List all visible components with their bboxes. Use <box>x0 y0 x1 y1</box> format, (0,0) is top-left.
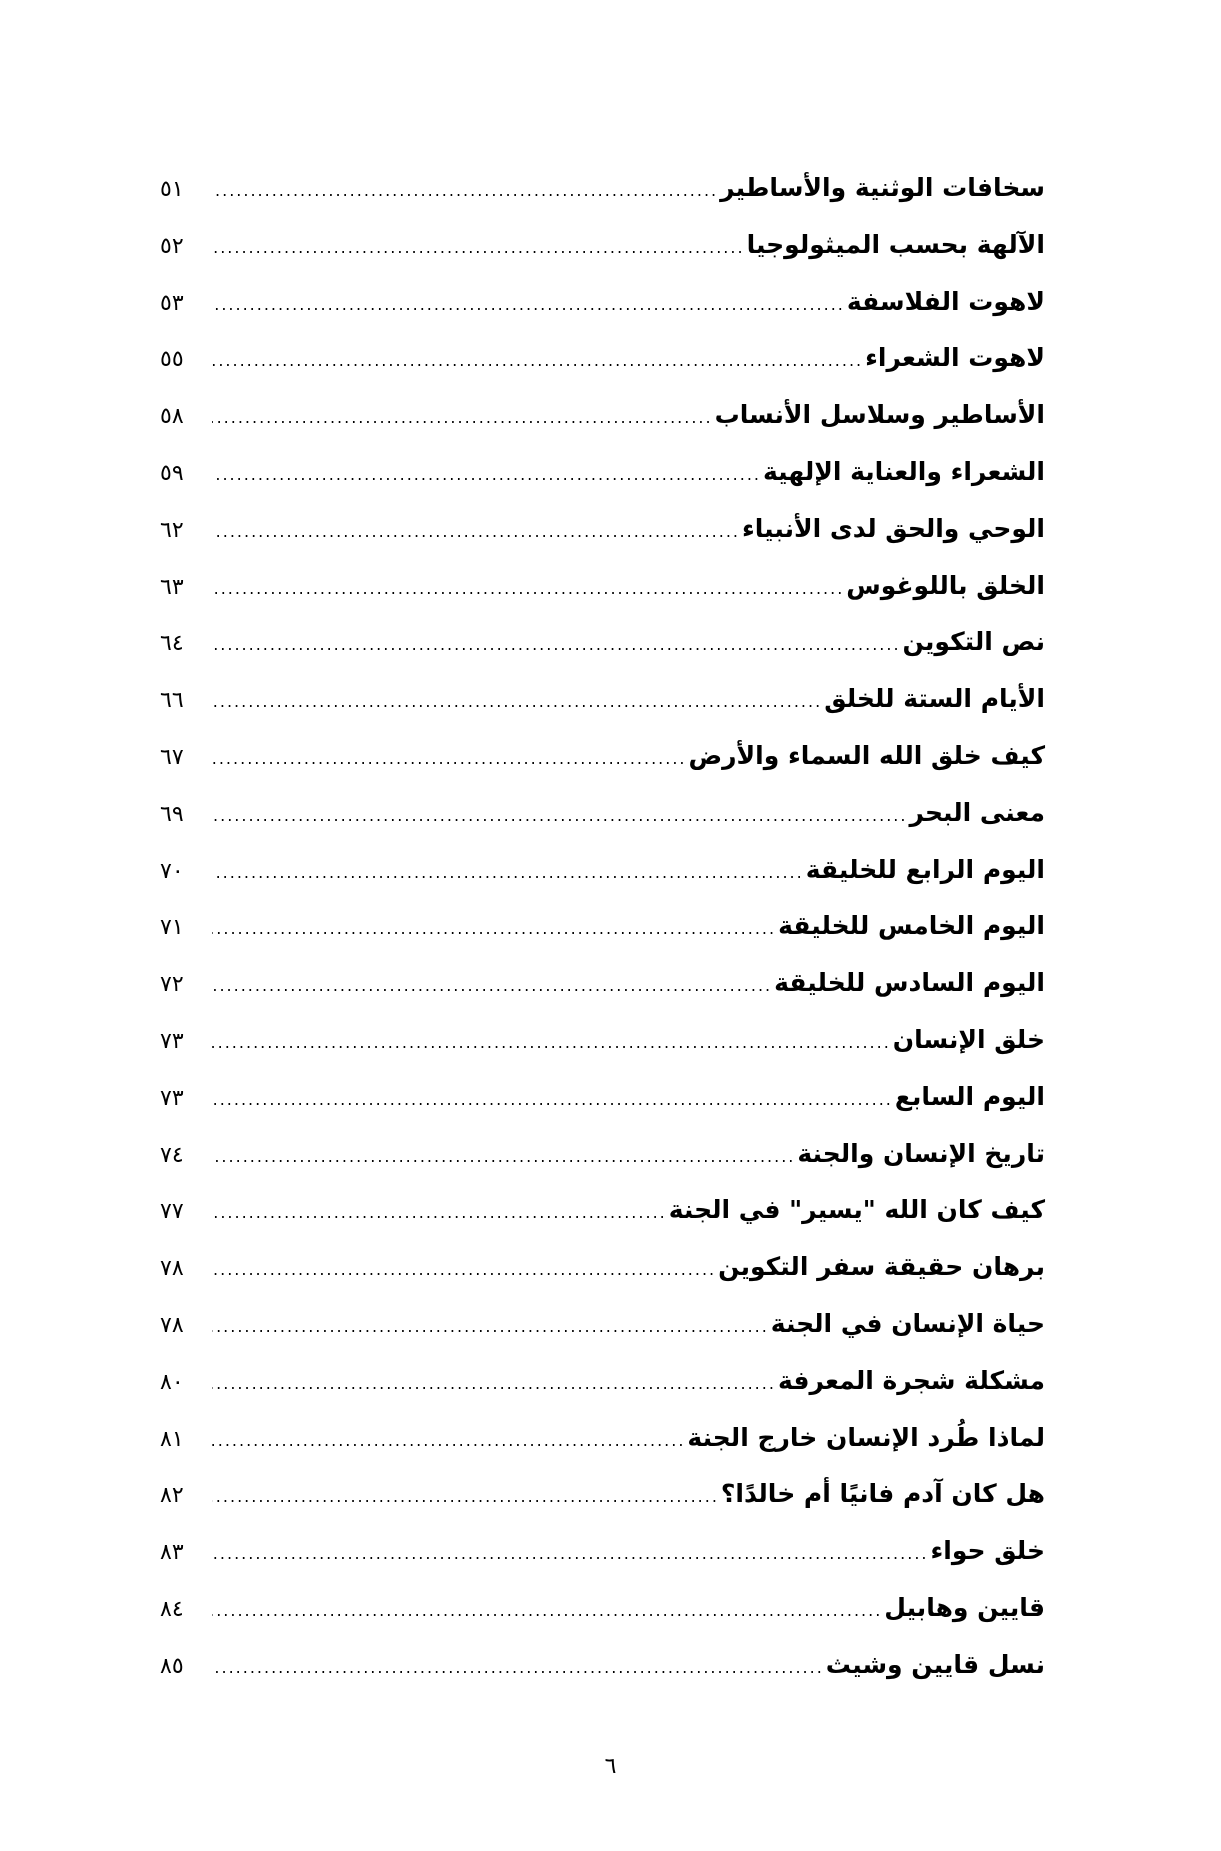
toc-entry-title: تاريخ الإنسان والجنة <box>797 1138 1045 1168</box>
toc-entry-page: ٨٠ <box>160 1369 184 1395</box>
dot-leader <box>212 1413 685 1470</box>
toc-entry-page: ٥١ <box>160 177 184 202</box>
toc-entry <box>160 614 1045 671</box>
toc-entry-title: اليوم الخامس للخليقة <box>778 911 1045 941</box>
toc-entry-page: ٥٨ <box>160 404 184 430</box>
toc-entry-page: ٦٩ <box>160 801 184 827</box>
toc-entry-page: ٧٨ <box>160 1312 184 1338</box>
toc-entry-title: الوحي والحق لدى الأنبياء <box>742 513 1045 543</box>
toc-entry-page: ٥٣ <box>160 290 184 316</box>
toc-entry <box>160 728 1045 785</box>
toc-entry-title: كيف خلق الله السماء والأرض <box>688 740 1045 770</box>
toc-entry <box>160 1296 1045 1353</box>
dot-leader <box>212 958 772 1015</box>
toc-entry-title: الآلهة بحسب الميثولوجيا <box>746 229 1045 259</box>
dot-leader <box>212 1356 776 1413</box>
toc-entry-page: ٨١ <box>160 1426 184 1452</box>
toc-entry-title: سخافات الوثنية والأساطير <box>720 173 1045 202</box>
toc-entry-page: ٨٤ <box>160 1596 184 1622</box>
toc-entry-page: ٨٥ <box>160 1653 184 1679</box>
toc-entry-page: ٥٢ <box>160 233 184 259</box>
toc-entry <box>160 1069 1045 1126</box>
toc-entry <box>160 1523 1045 1580</box>
toc-entry <box>160 558 1045 615</box>
toc-entry-title: الأساطير وسلاسل الأنساب <box>714 400 1045 430</box>
toc-entry-page: ٨٢ <box>160 1483 184 1509</box>
toc-entry-page: ٧١ <box>160 915 184 941</box>
dot-leader <box>212 617 901 674</box>
toc-entry <box>160 898 1045 955</box>
toc-entry <box>160 785 1045 842</box>
dot-leader <box>212 788 907 845</box>
toc-entry-title: الشعراء والعناية الإلهية <box>762 456 1045 486</box>
toc-entry-title: نسل قايين وشيث <box>825 1649 1045 1679</box>
toc-entry-title: لاهوت الفلاسفة <box>846 286 1045 316</box>
toc-entry-page: ٧٣ <box>160 1028 184 1054</box>
dot-leader <box>212 845 804 902</box>
toc-entry <box>160 1353 1045 1410</box>
toc-entry-page: ٧٨ <box>160 1256 184 1282</box>
dot-leader <box>212 1129 795 1186</box>
toc-entry-title: خلق حواء <box>930 1536 1045 1566</box>
toc-entry-page: ٨٣ <box>160 1540 184 1566</box>
dot-leader <box>212 561 844 618</box>
dot-leader <box>212 390 713 447</box>
dot-leader <box>212 1072 893 1129</box>
toc-entry-title: لاهوت الشعراء <box>865 343 1045 373</box>
dot-leader <box>212 504 740 561</box>
toc-entry <box>160 501 1045 558</box>
dot-leader <box>212 1242 716 1299</box>
page-number: ٦ <box>604 1754 617 1779</box>
toc-entry <box>160 842 1045 899</box>
table-of-contents <box>160 160 1045 1694</box>
dot-leader <box>212 1526 928 1583</box>
toc-entry <box>160 160 1045 217</box>
dot-leader <box>212 220 745 277</box>
dot-leader <box>212 674 822 731</box>
dot-leader <box>212 163 718 220</box>
toc-entry <box>160 1580 1045 1637</box>
dot-leader <box>212 1185 667 1242</box>
toc-entry-title: اليوم السادس للخليقة <box>774 968 1045 998</box>
toc-entry-title: برهان حقيقة سفر التكوين <box>718 1252 1045 1282</box>
toc-entry <box>160 1239 1045 1296</box>
toc-entry-page: ٧٠ <box>160 858 184 884</box>
toc-entry <box>160 274 1045 331</box>
toc-entry <box>160 1637 1045 1694</box>
toc-entry-page: ٧٤ <box>160 1142 184 1168</box>
toc-entry <box>160 387 1045 444</box>
dot-leader <box>212 333 863 390</box>
dot-leader <box>212 277 845 334</box>
toc-entry-page: ٦٢ <box>160 517 184 543</box>
toc-entry-title: حياة الإنسان في الجنة <box>770 1308 1045 1338</box>
dot-leader <box>212 447 761 504</box>
toc-entry-page: ٦٦ <box>160 688 184 714</box>
toc-entry-page: ٧٣ <box>160 1085 184 1111</box>
toc-entry-page: ٦٤ <box>160 631 184 657</box>
toc-entry <box>160 671 1045 728</box>
toc-entry <box>160 1466 1045 1523</box>
dot-leader <box>212 1583 882 1640</box>
toc-entry-page: ٧٧ <box>160 1199 184 1225</box>
toc-entry-title: اليوم الرابع للخليقة <box>805 854 1045 884</box>
toc-entry-page: ٥٥ <box>160 347 184 373</box>
dot-leader <box>212 1469 719 1526</box>
toc-entry-page: ٥٩ <box>160 460 184 486</box>
toc-entry-title: الأيام الستة للخلق <box>824 684 1045 714</box>
toc-entry-title: اليوم السابع <box>894 1081 1045 1111</box>
dot-leader <box>212 1015 891 1072</box>
toc-entry-page: ٦٣ <box>160 574 184 600</box>
toc-entry-title: خلق الإنسان <box>892 1024 1045 1054</box>
toc-entry-title: هل كان آدم فانيًا أم خالدًا؟ <box>720 1479 1045 1509</box>
dot-leader <box>212 731 687 788</box>
toc-entry-title: نص التكوين <box>902 627 1045 657</box>
toc-entry-title: الخلق باللوغوس <box>846 570 1045 600</box>
toc-entry-title: لماذا طُرد الإنسان خارج الجنة <box>687 1422 1045 1452</box>
dot-leader <box>212 1299 769 1356</box>
toc-entry <box>160 444 1045 501</box>
toc-entry <box>160 1410 1045 1467</box>
toc-entry-page: ٧٢ <box>160 972 184 998</box>
dot-leader <box>212 901 776 958</box>
toc-entry <box>160 1126 1045 1183</box>
toc-entry <box>160 330 1045 387</box>
toc-entry-title: قايين وهابيل <box>884 1592 1045 1622</box>
dot-leader <box>212 1640 824 1697</box>
toc-entry <box>160 1182 1045 1239</box>
toc-entry-title: معنى البحر <box>909 797 1045 827</box>
toc-entry-title: كيف كان الله "يسير" في الجنة <box>668 1195 1045 1225</box>
toc-entry <box>160 955 1045 1012</box>
toc-entry-page: ٦٧ <box>160 744 184 770</box>
toc-entry <box>160 1012 1045 1069</box>
toc-entry <box>160 217 1045 274</box>
toc-entry-title: مشكلة شجرة المعرفة <box>777 1365 1045 1395</box>
